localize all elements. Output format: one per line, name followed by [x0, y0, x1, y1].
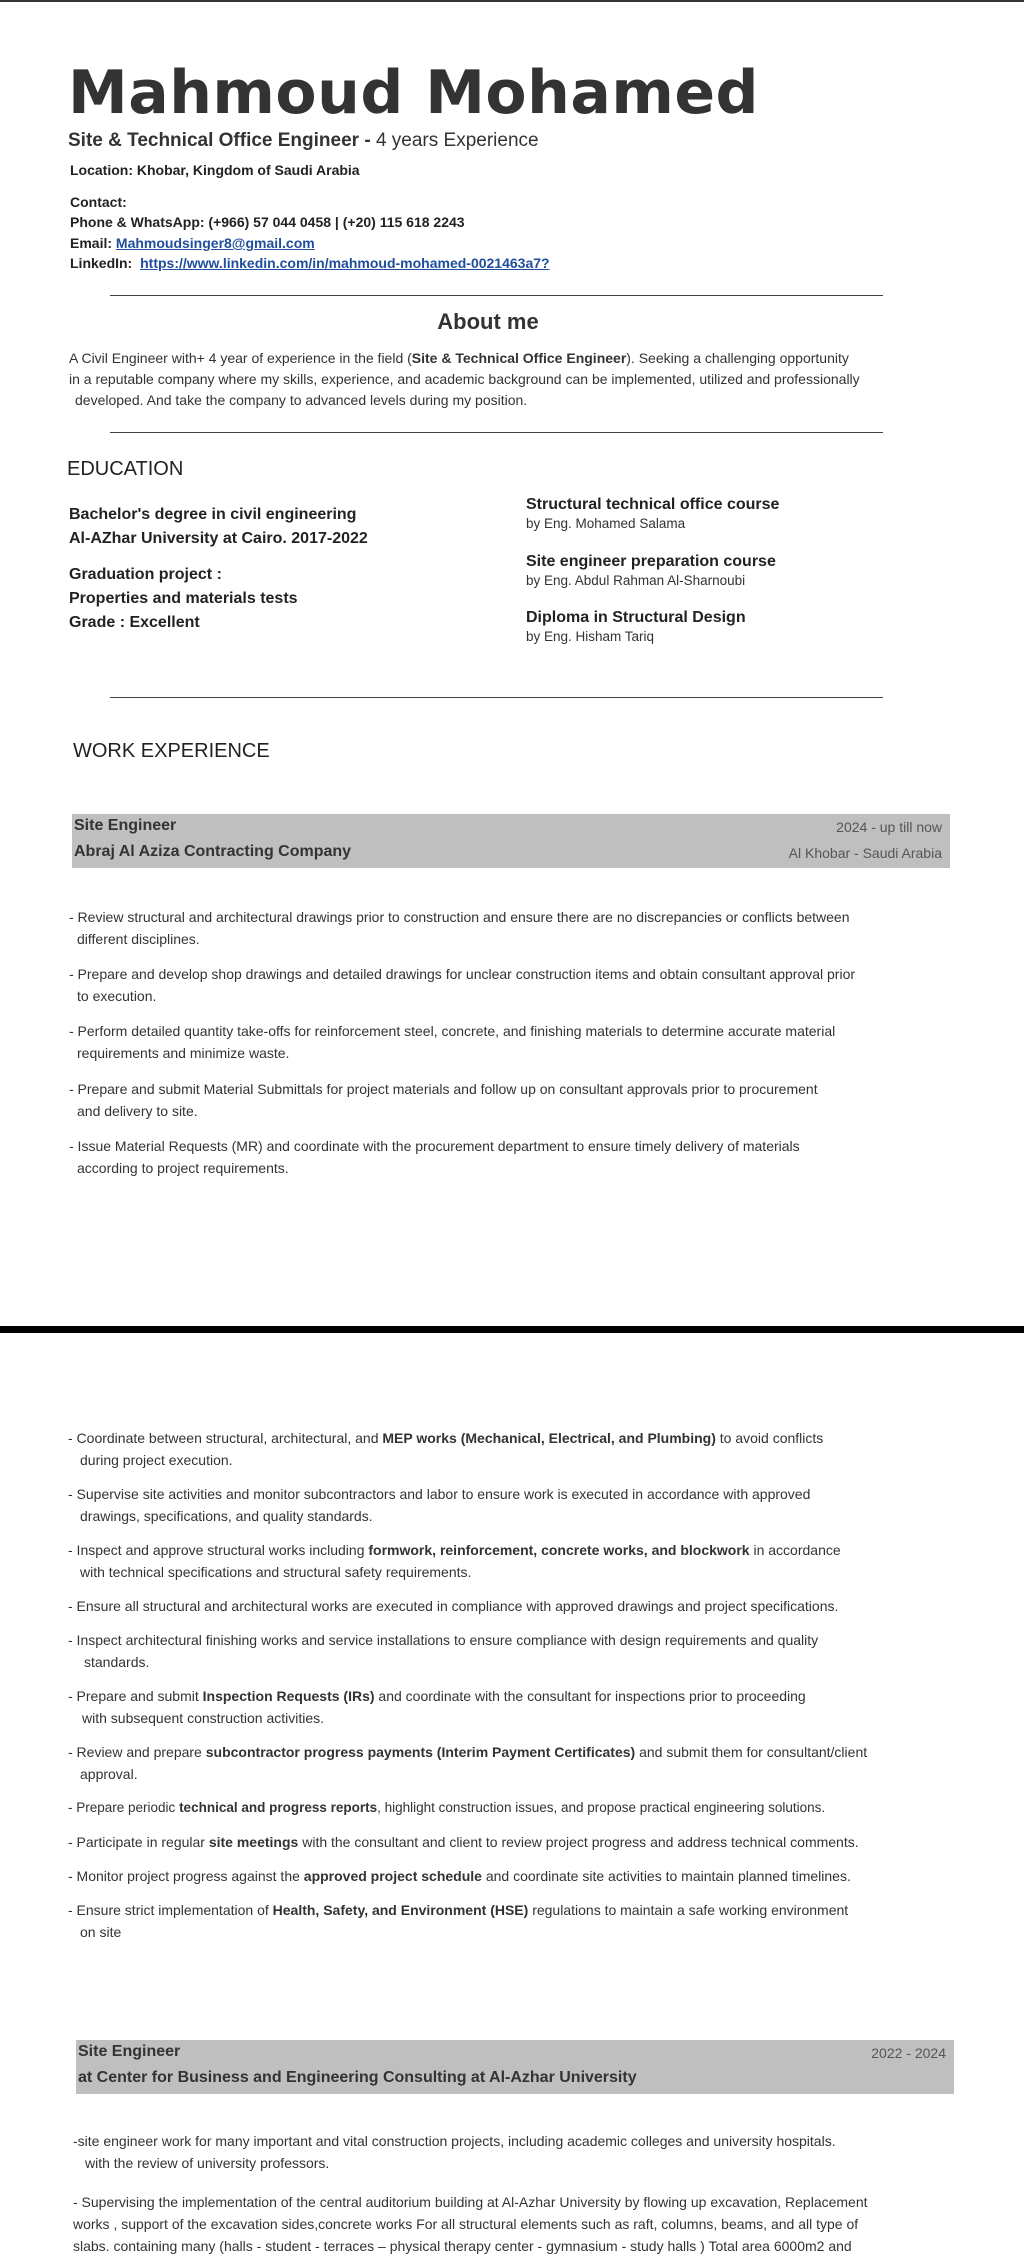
- job1-bullet-11: - Prepare and submit Inspection Requests (IRs) and coordinate with the consultant for inspections prior to proceeding with subsequent construction activities.: [68, 1688, 806, 1726]
- course-1: [526, 496, 779, 531]
- about-line-2: in a reputable company where my skills, experience, and academic background can be implemented, utilized and professionally: [69, 371, 860, 387]
- job1-bullet-4: - Prepare and submit Material Submittals for project materials and follow up on consultant approvals prior to procurement and delivery to site.: [69, 1081, 818, 1119]
- linkedin-link[interactable]: https://www.linkedin.com/in/mahmoud-mohamed-0021463a7?: [140, 255, 550, 271]
- job1-bullet-13: - Prepare periodic technical and progress reports, highlight construction issues, and propose practical engineering solutions.: [68, 1800, 826, 1815]
- divider: [110, 697, 883, 698]
- job-title: [68, 130, 539, 152]
- course-2: [526, 553, 776, 588]
- course-title: Structural technical office course: [526, 496, 780, 513]
- top-border: [0, 0, 1024, 2]
- job-header-2: [76, 2040, 954, 2094]
- divider: [110, 295, 883, 296]
- work-experience-title: WORK EXPERIENCE: [73, 740, 270, 762]
- job1-bullet-8: - Inspect and approve structural works including formwork, reinforcement, concrete works, and blockwork in accordance with technical specifications and structural safety requirements.: [68, 1542, 841, 1580]
- job1-bullet-16: - Ensure strict implementation of Health, Safety, and Environment (HSE) regulations to maintain a safe working environment on site: [68, 1902, 849, 1940]
- about-text: [69, 348, 969, 411]
- project-label: Graduation project :: [69, 566, 222, 583]
- email-link[interactable]: Mahmoudsinger8@gmail.com: [115, 235, 315, 251]
- job-header-1: [72, 814, 950, 868]
- job1-bullet-7: - Supervise site activities and monitor subcontractors and labor to ensure work is executed in accordance with approved drawings, specifications, and quality standards.: [68, 1486, 811, 1524]
- email-label: Email:: [70, 235, 113, 251]
- job1-bullet-10: - Inspect architectural finishing works and service installations to ensure compliance with design requirements and quality standards.: [68, 1632, 819, 1670]
- job-role: Site Engineer: [78, 2043, 181, 2060]
- divider: [110, 432, 883, 433]
- course-title: Site engineer preparation course: [526, 553, 776, 570]
- job1-bullet-6: - Coordinate between structural, architectural, and MEP works (Mechanical, Electrical, and Plumbing) to avoid conflicts during project execution.: [68, 1430, 824, 1468]
- job-company: at Center for Business and Engineering Consulting at Al-Azhar University: [78, 2069, 637, 2086]
- phone: Phone & WhatsApp: (+966) 57 044 0458 | (+20) 115 618 2243: [70, 214, 465, 230]
- job1-bullets-continued: [68, 1427, 968, 1955]
- job2-bullet-2: - Supervising the implementation of the central auditorium building at Al-Azhar University by flowing up excavation, Replacement works , support of the excavation sides,concrete works For all structural elements such as raft, columns, beams, and all type of slabs. containing many (halls - student - terraces – physical therapy center - gymnasium - study halls ) Total area 6000m2 and: [73, 2194, 868, 2254]
- job1-bullet-14: - Participate in regular site meetings with the consultant and client to review project progress and address technical comments.: [68, 1834, 859, 1850]
- degree: Bachelor's degree in civil engineering: [69, 506, 357, 523]
- linkedin-row: [70, 255, 550, 271]
- course-instructor: by Eng. Hisham Tariq: [526, 629, 655, 644]
- course-instructor: by Eng. Abdul Rahman Al-Sharnoubi: [526, 573, 746, 588]
- job-dates: 2024 - up till now: [836, 819, 942, 835]
- linkedin-label: LinkedIn:: [70, 255, 133, 271]
- job2-bullet-1: -site engineer work for many important and vital construction projects, including academic colleges and university hospitals. with the review of university professors.: [73, 2133, 836, 2171]
- job1-bullet-5: - Issue Material Requests (MR) and coordinate with the procurement department to ensure timely delivery of materials according to project requirements.: [69, 1138, 800, 1176]
- page-break: [0, 1326, 1024, 1333]
- job1-bullet-15: - Monitor project progress against the approved project schedule and coordinate site activities to maintain planned timelines.: [68, 1868, 851, 1884]
- education-left: [69, 503, 368, 635]
- job-location: Al Khobar - Saudi Arabia: [788, 845, 942, 861]
- job-company: Abraj Al Aziza Contracting Company: [74, 843, 352, 860]
- course-3: [526, 609, 746, 644]
- job1-bullet-2: - Prepare and develop shop drawings and detailed drawings for unclear construction items and obtain consultant approval prior to execution.: [69, 966, 856, 1004]
- contact-label: Contact:: [70, 194, 127, 210]
- job-role: Site Engineer: [74, 817, 177, 834]
- job1-bullet-9: - Ensure all structural and architectural works are executed in compliance with approved drawings and project specifications.: [68, 1598, 839, 1614]
- job1-bullet-12: - Review and prepare subcontractor progress payments (Interim Payment Certificates) and submit them for consultant/client approval.: [68, 1744, 868, 1782]
- project: Properties and materials tests: [69, 590, 298, 607]
- job1-bullet-1: - Review structural and architectural drawings prior to construction and ensure there are no discrepancies or conflicts between different disciplines.: [69, 909, 850, 947]
- about-line-3: developed. And take the company to advanced levels during my position.: [75, 392, 528, 408]
- education-title: EDUCATION: [67, 458, 184, 480]
- experience-years: 4 years Experience: [375, 130, 539, 151]
- grade: Grade : Excellent: [69, 614, 200, 631]
- about-title: About me: [437, 309, 539, 334]
- job-title-text: Site & Technical Office Engineer -: [68, 130, 371, 151]
- about-line-1: A Civil Engineer with+ 4 year of experience in the field (Site & Technical Office Engineer). Seeking a challenging opportunity: [69, 350, 849, 366]
- location: Location: Khobar, Kingdom of Saudi Arabia: [70, 162, 360, 178]
- job-dates: 2022 - 2024: [871, 2045, 946, 2061]
- candidate-name: Mahmoud Mohamed: [68, 58, 759, 128]
- course-instructor: by Eng. Mohamed Salama: [526, 516, 686, 531]
- course-title: Diploma in Structural Design: [526, 609, 746, 626]
- job1-bullet-3: - Perform detailed quantity take-offs for reinforcement steel, concrete, and finishing materials to determine accurate material requirements and minimize waste.: [69, 1023, 836, 1061]
- email-row: [70, 235, 315, 251]
- university: Al-AZhar University at Cairo. 2017-2022: [69, 530, 368, 547]
